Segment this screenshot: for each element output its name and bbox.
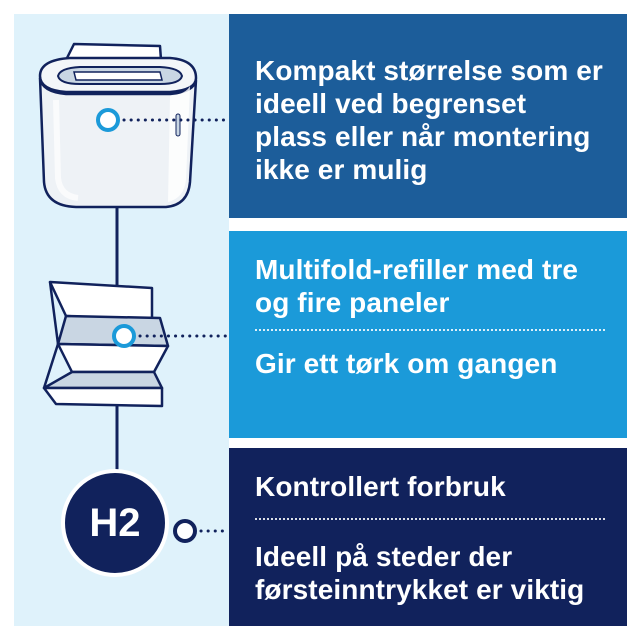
- dispenser-marker-icon: [98, 110, 118, 130]
- feature-2-top-text: Multifold-refiller med tre og fire paneler: [255, 254, 579, 318]
- feature-panel-3: [229, 448, 627, 626]
- feature-panel-1: [229, 14, 627, 218]
- h2-badge-label: H2: [89, 501, 141, 545]
- multifold-towel-icon: [44, 282, 168, 406]
- towel-marker-icon: [114, 326, 134, 346]
- feature-3-bottom-text: Ideell på steder der førsteinntrykket er viktig: [255, 541, 585, 605]
- feature-1-text: Kompakt størrelse som er ideell ved begrenset plass eller når montering ikke er mulig: [255, 55, 603, 185]
- feature-panel-2: [229, 231, 627, 438]
- feature-3-top-text: Kontrollert forbruk: [255, 471, 506, 502]
- badge-marker-icon: [175, 521, 195, 541]
- feature-2-bottom-text: Gir ett tørk om gangen: [255, 348, 558, 379]
